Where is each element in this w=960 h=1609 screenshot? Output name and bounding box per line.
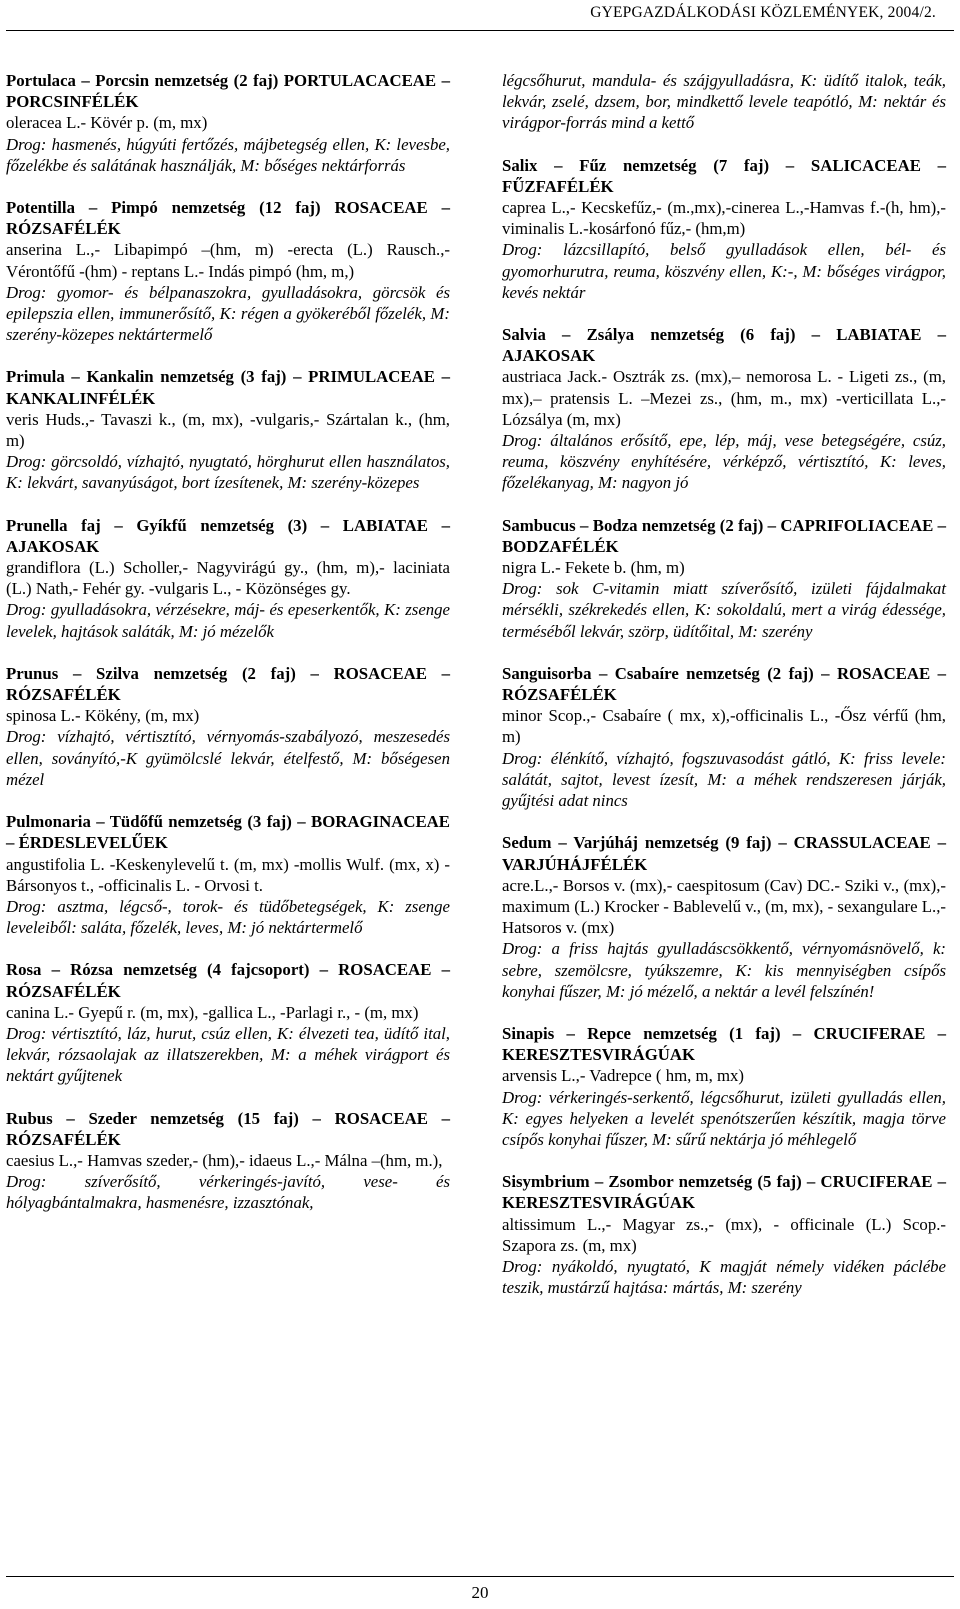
left-column [6, 70, 450, 1235]
entry-sinapis [502, 1023, 946, 1150]
entry-prunella [6, 515, 450, 642]
entry-species: oleracea L.- Kövér p. (m, mx) [6, 113, 208, 133]
entry-species: arvensis L.,- Vadrepce ( hm, m, mx) [502, 1066, 745, 1086]
entry-sambucus [502, 515, 946, 642]
right-column [502, 70, 946, 1319]
entry-title: Pulmonaria – Tüdőfű nemzetség (3 faj) – BORAGINACEAE – ÉRDESLEVELŰEK [6, 812, 450, 853]
entry-species: austriaca Jack.- Osztrák zs. (mx),– nemorosa L. - Ligeti zs., (m, mx),– pratensis L. –Mezei zs., (hm, m., mx) -verticillata L.,- Lózsálya (m, mx) [502, 367, 946, 429]
entry-rosa [6, 959, 450, 1086]
entry-species: spinosa L.- Kökény, (m, mx) [6, 706, 200, 726]
entry-usage: Drog: gyomor- és bélpanaszokra, gyulladásokra, görcsök és epilepszia ellen, immunerősítő, K: régen a gyökeréből főzelék, M: szerény-közepes nektártermelő [6, 282, 450, 345]
entry-title: Potentilla – Pimpó nemzetség (12 faj) ROSACEAE – RÓZSAFÉLÉK [6, 198, 450, 239]
entry-title: Sedum – Varjúháj nemzetség (9 faj) – CRASSULACEAE – VARJÚHÁJFÉLÉK [502, 833, 946, 874]
entry-sedum [502, 832, 946, 1002]
entry-rubus-continued [502, 70, 946, 134]
entry-usage: Drog: vérkeringés-serkentő, légcsőhurut, izületi gyulladás ellen, K: egyes helyeken a levelét spenótszerűen készítik, magja törve csípős konyhai fűszer, M: sűrű nektárja jó méhlegelő [502, 1087, 946, 1149]
entry-species: nigra L.- Fekete b. (hm, m) [502, 558, 685, 578]
entry-title: Prunella faj – Gyíkfű nemzetség (3) – LABIATAE – AJAKOSAK [6, 515, 450, 556]
entry-usage: Drog: gyulladásokra, vérzésekre, máj- és epeserkentők, K: zsenge levelek, hajtások saláták, M: jó mézelők [6, 600, 450, 641]
entry-usage: Drog: vértisztító, láz, hurut, csúz ellen, K: élvezeti tea, üdítő ital, lekvár, rózsaolajak az illatszerekben, M: a méhek virágport és nektárt gyűjtenek [6, 1023, 450, 1086]
entry-usage: Drog: görcsoldó, vízhajtó, nyugtató, hörghurut ellen használatos, K: lekvárt, savanyúságot, bort ízesítenek, M: szerény-közepes [6, 452, 450, 493]
entry-species: canina L.- Gyepű r. (m, mx), -gallica L., -Parlagi r., - (m, mx) [6, 1002, 419, 1022]
entry-usage: Drog: a friss hajtás gyulladáscsökkentő, vérnyomásnövelő, k: sebre, szemölcsre, tyúkszemre, K: kis mennyiségben csípős konyhai fűszer, M: jó mézelő, a nektár a levél felszínén! [502, 939, 946, 1001]
entry-species: grandiflora (L.) Scholler,- Nagyvirágú gy., (hm, m),- laciniata (L.) Nath,- Fehér gy. -vulgaris L., - Közönséges gy. [6, 558, 450, 599]
entry-primula [6, 366, 450, 493]
entry-prunus [6, 663, 450, 790]
entry-usage: Drog: élénkítő, vízhajtó, fogszuvasodást gátló, K: friss levele: salátát, sajtot, levest ízesít, M: a méhek rendszeresen járják, gyűjtési adat nincs [502, 748, 946, 811]
entry-sisymbrium [502, 1171, 946, 1298]
entry-rubus [6, 1108, 450, 1214]
entry-title: Rosa – Rózsa nemzetség (4 fajcsoport) – ROSACEAE – RÓZSAFÉLÉK [6, 960, 450, 1001]
entry-sanguisorba [502, 663, 946, 811]
entry-species: minor Scop.,- Csabaíre ( mx, x),-officinalis L., -Ősz vérfű (hm, m) [502, 706, 946, 747]
entry-title: Salix – Fűz nemzetség (7 faj) – SALICACEAE – FŰZFAFÉLÉK [502, 155, 946, 196]
entry-title: Prunus – Szilva nemzetség (2 faj) – ROSACEAE – RÓZSAFÉLÉK [6, 663, 450, 705]
entry-usage: légcsőhurut, mandula- és szájgyulladásra, K: üdítő italok, teák, lekvár, zselé, dzsem, bor, mindkettő levele teapótló, M: nektár és virágpor-forrás mind a kettő [502, 71, 946, 133]
entry-title: Primula – Kankalin nemzetség (3 faj) – PRIMULACEAE – KANKALINFÉLÉK [6, 367, 450, 408]
entry-usage: Drog: hasmenés, húgyúti fertőzés, májbetegség ellen, K: levesbe, főzelékbe és salátának használják, M: bőséges nektárforrás [6, 134, 450, 175]
journal-header: GYEPGAZDÁLKODÁSI KÖZLEMÉNYEK, 2004/2. [590, 4, 936, 21]
entry-title: Sanguisorba – Csabaíre nemzetség (2 faj) – ROSACEAE – RÓZSAFÉLÉK [502, 663, 946, 705]
entry-title: Rubus – Szeder nemzetség (15 faj) – ROSACEAE – RÓZSAFÉLÉK [6, 1108, 450, 1149]
entry-species: altissimum L.,- Magyar zs.,- (mx), - officinale (L.) Scop.- Szapora zs. (m, mx) [502, 1214, 946, 1255]
entry-salvia [502, 324, 946, 494]
entry-usage: Drog: szíverősítő, vérkeringés-javító, vese- és hólyagbántalmakra, hasmenésre, izzasztónak, [6, 1172, 450, 1213]
entry-species: caprea L.,- Kecskefűz,- (m.,mx),-cinerea L.,-Hamvas f.-(h, hm),- viminalis L.-kosárfonó fűz,- (hm,m) [502, 198, 946, 239]
entry-title: Salvia – Zsálya nemzetség (6 faj) – LABIATAE – AJAKOSAK [502, 325, 946, 366]
entry-species: caesius L.,- Hamvas szeder,- (hm),- idaeus L.,- Málna –(hm, m.), [6, 1150, 443, 1170]
entry-usage: Drog: lázcsillapító, belső gyulladások ellen, bél- és gyomorhurutra, reuma, köszvény ellen, K:-, M: bőséges virágpor, kevés nektár [502, 240, 946, 302]
entry-usage: Drog: nyákoldó, nyugtató, K magját némely vidéken páclébe teszik, mustárzű hajtása: mártás, M: szerény [502, 1256, 946, 1298]
entry-usage: Drog: általános erősítő, epe, lép, máj, vese betegségére, csúz, reuma, köszvény enyhítésére, vérképző, vértisztító, K: leves, főzelékanyag, M: nagyon jó [502, 431, 946, 493]
entry-species: acre.L.,- Borsos v. (mx),- caespitosum (Cav) DC.- Sziki v., (mx),- maximum (L.) Krocker - Bablevelű v., (m, mx), - sexangulare L.,-Hatsoros v. (mx) [502, 875, 946, 938]
entry-usage: Drog: vízhajtó, vértisztító, vérnyomás-szabályozó, meszesedés ellen, soványító,-K gyümölcslé lekvár, ételfestő, M: bőségesen mézel [6, 727, 450, 789]
entry-salix [502, 155, 946, 303]
header-rule [6, 30, 954, 31]
entry-pulmonaria [6, 811, 450, 938]
page-number: 20 [471, 1583, 489, 1602]
entry-species: veris Huds.,- Tavaszi k., (m, mx), -vulgaris,- Szártalan k., (hm, m) [6, 409, 450, 451]
entry-species: angustifolia L. -Keskenylevelű t. (m, mx) -mollis Wulf. (mx, x) -Bársonyos t., -officinalis L. - Orvosi t. [6, 854, 450, 895]
entry-title: Portulaca – Porcsin nemzetség (2 faj) PORTULACACEAE – PORCSINFÉLÉK [6, 71, 450, 112]
entry-title: Sinapis – Repce nemzetség (1 faj) – CRUCIFERAE – KERESZTESVIRÁGÚAK [502, 1023, 946, 1065]
entry-species: anserina L.,- Libapimpó –(hm, m) -erecta (L.) Rausch.,- Vérontőfű -(hm) - reptans L.- Indás pimpó (hm, m,) [6, 240, 450, 281]
entry-potentilla [6, 197, 450, 345]
entry-title: Sisymbrium – Zsombor nemzetség (5 faj) – CRUCIFERAE – KERESZTESVIRÁGÚAK [502, 1172, 946, 1213]
entry-portulaca [6, 70, 450, 176]
entry-title: Sambucus – Bodza nemzetség (2 faj) – CAPRIFOLIACEAE – BODZAFÉLÉK [502, 515, 946, 556]
entry-usage: Drog: sok C-vitamin miatt szíverősítő, izületi fájdalmakat mérsékli, székrekedés ellen, K: sokoldalú, mert a virág édessége, terméséből lekvár, szörp, üdítőital, M: szerény [502, 579, 946, 641]
footer-rule [6, 1576, 954, 1577]
entry-usage: Drog: asztma, légcső-, torok- és tüdőbetegségek, K: zsenge leveleiből: saláta, főzelék, leves, M: jó nektártermelő [6, 896, 450, 938]
